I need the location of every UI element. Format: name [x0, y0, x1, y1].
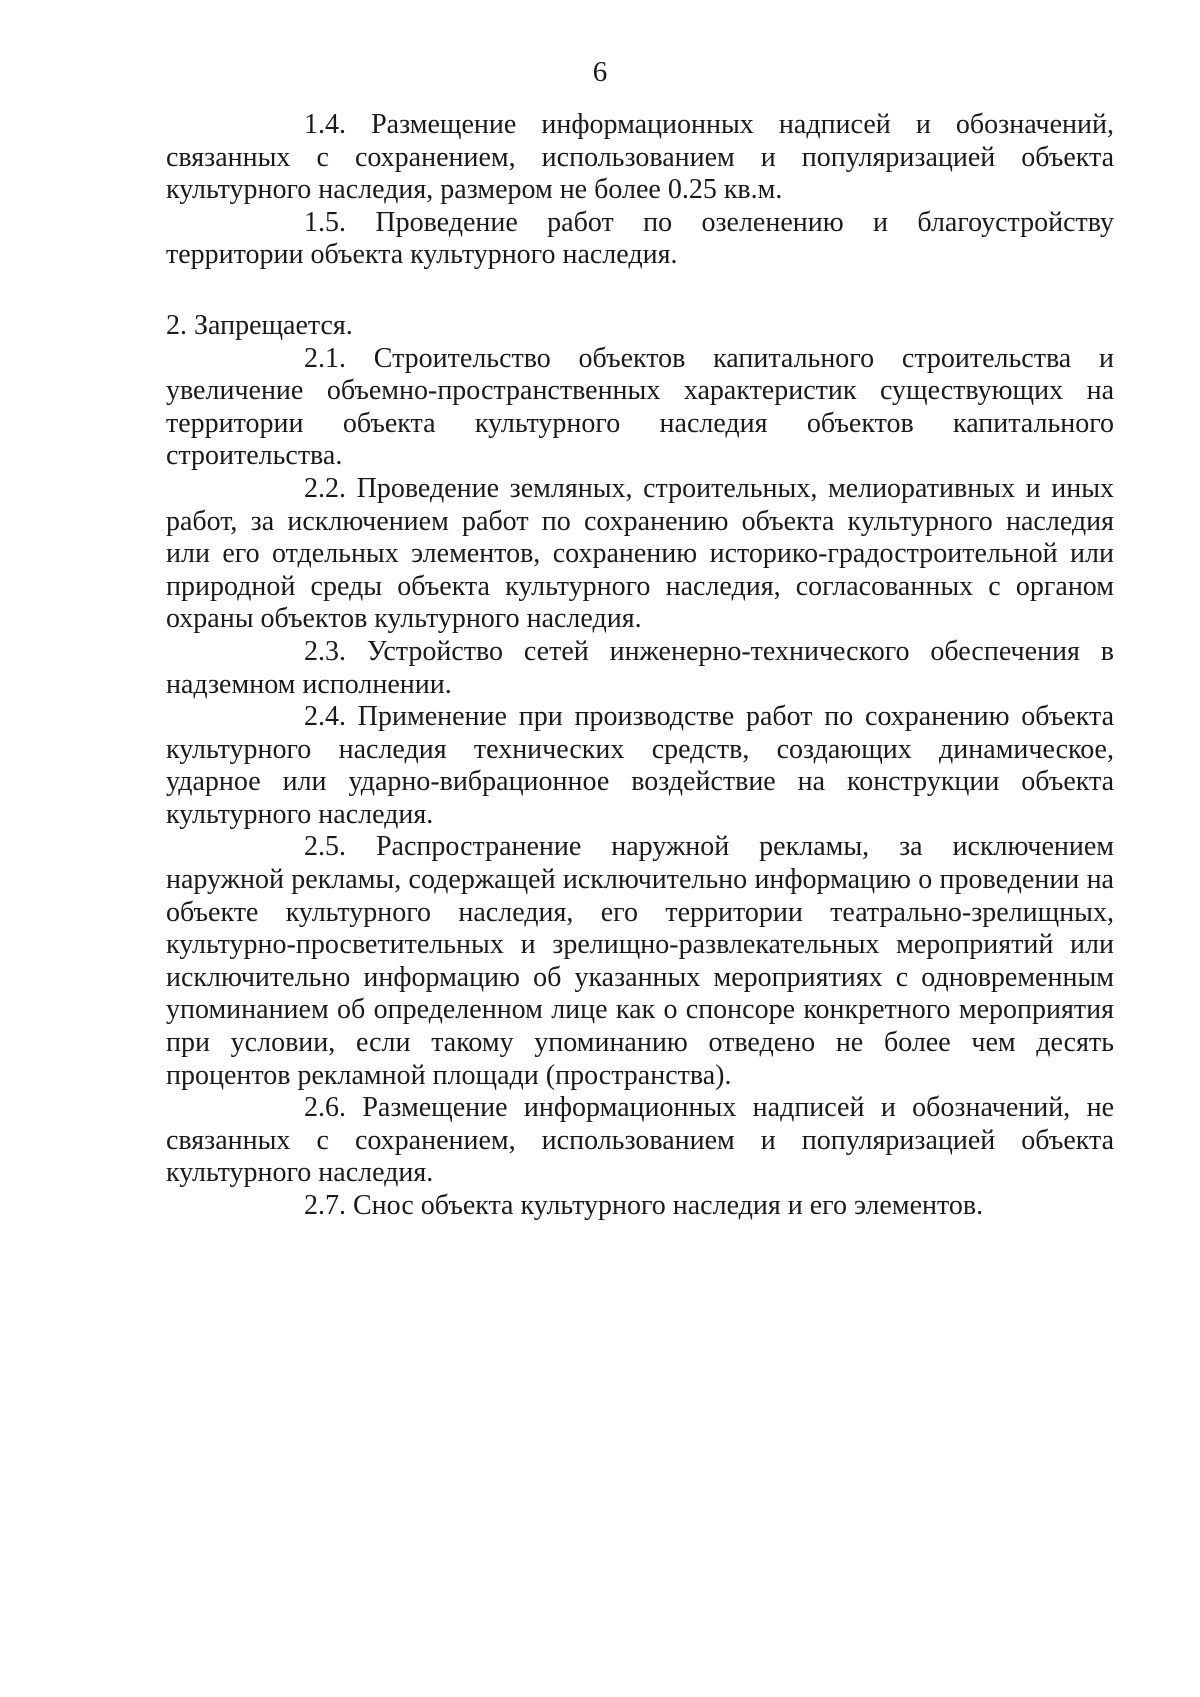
- clause-2-3: [166, 636, 1114, 701]
- clause-text: Проведение работ по озеленению и благоустройству территории объекта культурного наследия.: [166, 206, 1114, 271]
- clause-2-5: [166, 831, 1114, 1092]
- clause-number: 1.5.: [304, 206, 346, 238]
- clause-number: 2.4.: [304, 701, 346, 733]
- clause-text: Устройство сетей инженерно-технического обеспечения в надземном исполнении.: [166, 635, 1114, 700]
- clause-number: 1.4.: [304, 109, 346, 140]
- clause-text: Проведение земляных, строительных, мелиоративных и иных работ, за исключением работ по сохранению объекта культурного наследия или его отдельных элементов, сохранению историко-градостроительной или природной среды объекта культурного наследия, согласованных с органом охраны объектов культурного наследия.: [166, 472, 1115, 635]
- clause-2-7: [166, 1190, 1114, 1223]
- section-heading: 2. Запрещается.: [166, 309, 353, 341]
- clause-2-4: [166, 701, 1114, 831]
- clause-2-1: [166, 343, 1114, 473]
- clause-text: Снос объекта культурного наследия и его элементов.: [353, 1190, 984, 1221]
- clause-text: Распространение наружной рекламы, за исключением наружной рекламы, содержащей исключительно информацию о проведении на объекте культурного наследия, его территории театрально-зрелищных, культурно-просветительных и зрелищно-развлекательных мероприятий или исключительно информацию об указанных мероприятиях с одновременным упоминанием об определенном лице как о спонсоре конкретного мероприятия при условии, если такому упоминанию отведено не более чем десять процентов рекламной площади (пространства).: [166, 831, 1114, 1091]
- clause-1-4: [166, 109, 1114, 207]
- clause-text: Строительство объектов капитального строительства и увеличение объемно-пространственных характеристик существующих на территории объекта культурного наследия объектов капитального строительства.: [166, 342, 1115, 472]
- clause-number: 2.7.: [304, 1190, 346, 1221]
- clause-text: Применение при производстве работ по сохранению объекта культурного наследия технических средств, создающих динамическое, ударное или ударно-вибрационное воздействие на конструкции объекта культурного наследия.: [166, 701, 1115, 830]
- clause-text: Размещение информационных надписей и обозначений, связанных с сохранением, использованием и популяризацией объекта культурного наследия, размером не более 0.25 кв.м.: [166, 109, 1114, 206]
- page-number: 6: [592, 56, 608, 88]
- document-body: [166, 109, 1114, 1223]
- clause-number: 2.3.: [304, 635, 346, 667]
- clause-number: 2.5.: [304, 831, 346, 863]
- clause-2-2: [166, 473, 1114, 636]
- clause-number: 2.6.: [304, 1092, 346, 1124]
- clause-2-6: [166, 1092, 1114, 1190]
- clause-1-5: [166, 207, 1114, 272]
- clause-number: 2.2.: [304, 472, 346, 504]
- clause-number: 2.1.: [304, 342, 346, 374]
- clause-text: Размещение информационных надписей и обозначений, не связанных с сохранением, использованием и популяризацией объекта культурного наследия.: [166, 1092, 1114, 1189]
